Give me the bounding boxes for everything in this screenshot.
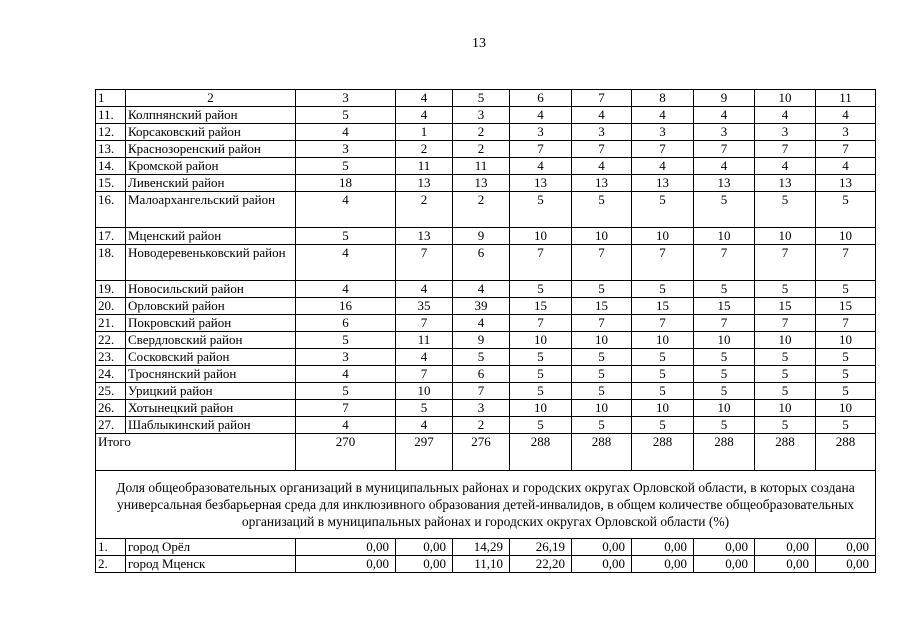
row-number: 15. — [96, 175, 126, 192]
value-cell: 5 — [296, 107, 396, 124]
value-cell: 7 — [755, 245, 816, 281]
value-cell: 7 — [510, 315, 572, 332]
percent-value-cell: 14,29 — [453, 539, 510, 556]
value-cell: 3 — [572, 124, 632, 141]
value-cell: 13 — [396, 228, 453, 245]
value-cell: 10 — [510, 228, 572, 245]
percent-value-cell: 22,20 — [510, 556, 572, 573]
value-cell: 7 — [510, 245, 572, 281]
value-cell: 5 — [632, 366, 694, 383]
district-name: Новодеревеньковский район — [126, 245, 296, 281]
table-row — [96, 556, 876, 573]
total-value-cell: 297 — [396, 434, 453, 471]
value-cell: 10 — [816, 332, 876, 349]
value-cell: 4 — [755, 107, 816, 124]
value-cell: 3 — [816, 124, 876, 141]
district-name: Мценский район — [126, 228, 296, 245]
table-row — [96, 400, 876, 417]
value-cell: 7 — [632, 245, 694, 281]
value-cell: 4 — [296, 417, 396, 434]
value-cell: 2 — [453, 141, 510, 158]
value-cell: 5 — [296, 383, 396, 400]
value-cell: 7 — [816, 141, 876, 158]
value-cell: 15 — [572, 298, 632, 315]
value-cell: 35 — [396, 298, 453, 315]
value-cell: 5 — [510, 281, 572, 298]
percent-value-cell: 0,00 — [694, 556, 755, 573]
total-row — [96, 434, 876, 471]
value-cell: 10 — [816, 228, 876, 245]
percent-value-cell: 0,00 — [396, 556, 453, 573]
value-cell: 5 — [572, 281, 632, 298]
value-cell: 3 — [453, 107, 510, 124]
district-name: Корсаковский район — [126, 124, 296, 141]
value-cell: 4 — [296, 366, 396, 383]
value-cell: 10 — [510, 332, 572, 349]
district-name: Ливенский район — [126, 175, 296, 192]
value-cell: 5 — [816, 366, 876, 383]
value-cell: 4 — [396, 281, 453, 298]
value-cell: 3 — [296, 141, 396, 158]
value-cell: 4 — [296, 124, 396, 141]
value-cell: 15 — [632, 298, 694, 315]
value-cell: 5 — [816, 417, 876, 434]
value-cell: 15 — [694, 298, 755, 315]
value-cell: 10 — [632, 228, 694, 245]
total-label: Итого — [96, 434, 296, 471]
value-cell: 5 — [510, 417, 572, 434]
value-cell: 4 — [632, 158, 694, 175]
percent-value-cell: 0,00 — [632, 556, 694, 573]
district-name: Троснянский район — [126, 366, 296, 383]
value-cell: 6 — [453, 366, 510, 383]
value-cell: 5 — [816, 383, 876, 400]
municipality-name: город Орёл — [126, 539, 296, 556]
column-number-cell: 1 — [96, 90, 126, 107]
row-number: 13. — [96, 141, 126, 158]
value-cell: 2 — [453, 192, 510, 228]
row-number: 20. — [96, 298, 126, 315]
row-number: 12. — [96, 124, 126, 141]
row-number: 23. — [96, 349, 126, 366]
column-number-row — [96, 90, 876, 107]
table-row — [96, 245, 876, 281]
percent-value-cell: 11,10 — [453, 556, 510, 573]
row-number: 27. — [96, 417, 126, 434]
value-cell: 13 — [694, 175, 755, 192]
value-cell: 5 — [572, 192, 632, 228]
value-cell: 4 — [510, 158, 572, 175]
value-cell: 18 — [296, 175, 396, 192]
value-cell: 7 — [755, 141, 816, 158]
column-number-cell: 2 — [126, 90, 296, 107]
value-cell: 13 — [453, 175, 510, 192]
district-name: Новосильский район — [126, 281, 296, 298]
percent-value-cell: 0,00 — [296, 539, 396, 556]
section-header-row — [96, 471, 876, 539]
value-cell: 10 — [755, 228, 816, 245]
row-number: 25. — [96, 383, 126, 400]
row-number: 2. — [96, 556, 126, 573]
value-cell: 6 — [296, 315, 396, 332]
value-cell: 5 — [453, 349, 510, 366]
column-number-cell: 5 — [453, 90, 510, 107]
row-number: 21. — [96, 315, 126, 332]
value-cell: 5 — [755, 192, 816, 228]
table-row — [96, 539, 876, 556]
total-value-cell: 288 — [632, 434, 694, 471]
value-cell: 10 — [694, 228, 755, 245]
value-cell: 1 — [396, 124, 453, 141]
value-cell: 4 — [632, 107, 694, 124]
table-row — [96, 281, 876, 298]
value-cell: 5 — [755, 349, 816, 366]
value-cell: 4 — [694, 107, 755, 124]
row-number: 18. — [96, 245, 126, 281]
table-row — [96, 383, 876, 400]
municipality-name: город Мценск — [126, 556, 296, 573]
value-cell: 2 — [453, 417, 510, 434]
total-value-cell: 288 — [572, 434, 632, 471]
value-cell: 10 — [632, 332, 694, 349]
percent-value-cell: 0,00 — [755, 539, 816, 556]
table-row — [96, 158, 876, 175]
value-cell: 7 — [453, 383, 510, 400]
value-cell: 5 — [296, 228, 396, 245]
value-cell: 11 — [396, 332, 453, 349]
value-cell: 7 — [572, 315, 632, 332]
row-number: 11. — [96, 107, 126, 124]
value-cell: 16 — [296, 298, 396, 315]
value-cell: 10 — [694, 400, 755, 417]
value-cell: 13 — [396, 175, 453, 192]
value-cell: 7 — [816, 315, 876, 332]
table-row — [96, 141, 876, 158]
value-cell: 5 — [510, 366, 572, 383]
value-cell: 3 — [510, 124, 572, 141]
value-cell: 15 — [510, 298, 572, 315]
row-number: 19. — [96, 281, 126, 298]
total-value-cell: 288 — [510, 434, 572, 471]
value-cell: 7 — [296, 400, 396, 417]
value-cell: 5 — [632, 192, 694, 228]
value-cell: 4 — [396, 107, 453, 124]
table-row — [96, 349, 876, 366]
value-cell: 5 — [694, 192, 755, 228]
value-cell: 5 — [755, 417, 816, 434]
value-cell: 7 — [816, 245, 876, 281]
value-cell: 2 — [453, 124, 510, 141]
value-cell: 11 — [453, 158, 510, 175]
value-cell: 7 — [396, 366, 453, 383]
value-cell: 5 — [694, 383, 755, 400]
value-cell: 5 — [816, 349, 876, 366]
district-name: Урицкий район — [126, 383, 296, 400]
district-name: Орловский район — [126, 298, 296, 315]
value-cell: 5 — [296, 158, 396, 175]
value-cell: 4 — [296, 192, 396, 228]
value-cell: 10 — [572, 400, 632, 417]
value-cell: 5 — [755, 383, 816, 400]
column-number-cell: 4 — [396, 90, 453, 107]
section-title: Доля общеобразовательных организаций в муниципальных районах и городских округах Орловской области, в которых создана универсальная безбарьерная среда для инклюзивного образования детей-инвалидов, в общем количестве общеобразовательных организаций в муниципальных районах и городских округах Орловской области (%) — [96, 471, 876, 539]
percent-value-cell: 26,19 — [510, 539, 572, 556]
percent-value-cell: 0,00 — [572, 556, 632, 573]
value-cell: 5 — [755, 366, 816, 383]
value-cell: 5 — [632, 281, 694, 298]
value-cell: 5 — [694, 417, 755, 434]
district-name: Колпнянский район — [126, 107, 296, 124]
value-cell: 3 — [453, 400, 510, 417]
value-cell: 10 — [755, 400, 816, 417]
percent-value-cell: 0,00 — [816, 556, 876, 573]
total-value-cell: 288 — [816, 434, 876, 471]
column-number-cell: 11 — [816, 90, 876, 107]
value-cell: 5 — [510, 349, 572, 366]
percent-value-cell: 0,00 — [396, 539, 453, 556]
value-cell: 7 — [396, 315, 453, 332]
value-cell: 7 — [396, 245, 453, 281]
value-cell: 4 — [755, 158, 816, 175]
percent-value-cell: 0,00 — [816, 539, 876, 556]
district-name: Малоархангельский район — [126, 192, 296, 228]
value-cell: 10 — [572, 332, 632, 349]
value-cell: 9 — [453, 228, 510, 245]
district-name: Краснозоренский район — [126, 141, 296, 158]
value-cell: 4 — [816, 158, 876, 175]
table-row — [96, 107, 876, 124]
percent-value-cell: 0,00 — [694, 539, 755, 556]
value-cell: 3 — [694, 124, 755, 141]
value-cell: 5 — [396, 400, 453, 417]
value-cell: 5 — [510, 192, 572, 228]
value-cell: 9 — [453, 332, 510, 349]
value-cell: 5 — [572, 417, 632, 434]
value-cell: 4 — [296, 245, 396, 281]
value-cell: 4 — [453, 281, 510, 298]
row-number: 26. — [96, 400, 126, 417]
table-row — [96, 417, 876, 434]
value-cell: 4 — [510, 107, 572, 124]
total-value-cell: 288 — [694, 434, 755, 471]
value-cell: 10 — [572, 228, 632, 245]
value-cell: 10 — [396, 383, 453, 400]
value-cell: 7 — [694, 141, 755, 158]
value-cell: 39 — [453, 298, 510, 315]
district-name: Хотынецкий район — [126, 400, 296, 417]
table-row — [96, 366, 876, 383]
page-number: 13 — [472, 36, 486, 51]
value-cell: 7 — [694, 315, 755, 332]
row-number: 1. — [96, 539, 126, 556]
value-cell: 7 — [632, 141, 694, 158]
column-number-cell: 3 — [296, 90, 396, 107]
column-number-cell: 9 — [694, 90, 755, 107]
value-cell: 10 — [510, 400, 572, 417]
column-number-cell: 7 — [572, 90, 632, 107]
value-cell: 5 — [816, 192, 876, 228]
value-cell: 5 — [755, 281, 816, 298]
table-row — [96, 298, 876, 315]
value-cell: 7 — [632, 315, 694, 332]
value-cell: 7 — [694, 245, 755, 281]
district-name: Покровский район — [126, 315, 296, 332]
table-row — [96, 315, 876, 332]
column-number-cell: 6 — [510, 90, 572, 107]
value-cell: 4 — [694, 158, 755, 175]
column-number-cell: 8 — [632, 90, 694, 107]
row-number: 22. — [96, 332, 126, 349]
value-cell: 10 — [816, 400, 876, 417]
value-cell: 4 — [572, 158, 632, 175]
value-cell: 2 — [396, 141, 453, 158]
percent-value-cell: 0,00 — [572, 539, 632, 556]
value-cell: 13 — [632, 175, 694, 192]
value-cell: 5 — [572, 349, 632, 366]
value-cell: 4 — [816, 107, 876, 124]
value-cell: 4 — [396, 417, 453, 434]
district-name: Свердловский район — [126, 332, 296, 349]
table-row — [96, 175, 876, 192]
table-row — [96, 332, 876, 349]
total-value-cell: 288 — [755, 434, 816, 471]
value-cell: 7 — [510, 141, 572, 158]
row-number: 17. — [96, 228, 126, 245]
value-cell: 5 — [572, 383, 632, 400]
value-cell: 5 — [632, 417, 694, 434]
value-cell: 7 — [755, 315, 816, 332]
value-cell: 5 — [572, 366, 632, 383]
percent-value-cell: 0,00 — [632, 539, 694, 556]
value-cell: 3 — [632, 124, 694, 141]
row-number: 24. — [96, 366, 126, 383]
value-cell: 15 — [755, 298, 816, 315]
value-cell: 10 — [694, 332, 755, 349]
value-cell: 7 — [572, 141, 632, 158]
value-cell: 5 — [632, 383, 694, 400]
total-value-cell: 276 — [453, 434, 510, 471]
value-cell: 10 — [632, 400, 694, 417]
value-cell: 13 — [510, 175, 572, 192]
value-cell: 5 — [816, 281, 876, 298]
value-cell: 7 — [572, 245, 632, 281]
value-cell: 6 — [453, 245, 510, 281]
value-cell: 13 — [572, 175, 632, 192]
district-name: Сосковский район — [126, 349, 296, 366]
value-cell: 3 — [755, 124, 816, 141]
value-cell: 5 — [694, 366, 755, 383]
value-cell: 10 — [755, 332, 816, 349]
value-cell: 4 — [572, 107, 632, 124]
value-cell: 11 — [396, 158, 453, 175]
district-name: Кромской район — [126, 158, 296, 175]
table-row — [96, 228, 876, 245]
table-row — [96, 124, 876, 141]
value-cell: 5 — [632, 349, 694, 366]
column-number-cell: 10 — [755, 90, 816, 107]
row-number: 16. — [96, 192, 126, 228]
value-cell: 2 — [396, 192, 453, 228]
data-table — [95, 89, 876, 573]
value-cell: 3 — [296, 349, 396, 366]
table-row — [96, 192, 876, 228]
percent-value-cell: 0,00 — [296, 556, 396, 573]
value-cell: 5 — [694, 281, 755, 298]
row-number: 14. — [96, 158, 126, 175]
total-value-cell: 270 — [296, 434, 396, 471]
district-name: Шаблыкинский район — [126, 417, 296, 434]
value-cell: 13 — [816, 175, 876, 192]
value-cell: 5 — [510, 383, 572, 400]
value-cell: 15 — [816, 298, 876, 315]
value-cell: 4 — [396, 349, 453, 366]
value-cell: 5 — [296, 332, 396, 349]
percent-value-cell: 0,00 — [755, 556, 816, 573]
value-cell: 5 — [694, 349, 755, 366]
value-cell: 13 — [755, 175, 816, 192]
value-cell: 4 — [453, 315, 510, 332]
value-cell: 4 — [296, 281, 396, 298]
